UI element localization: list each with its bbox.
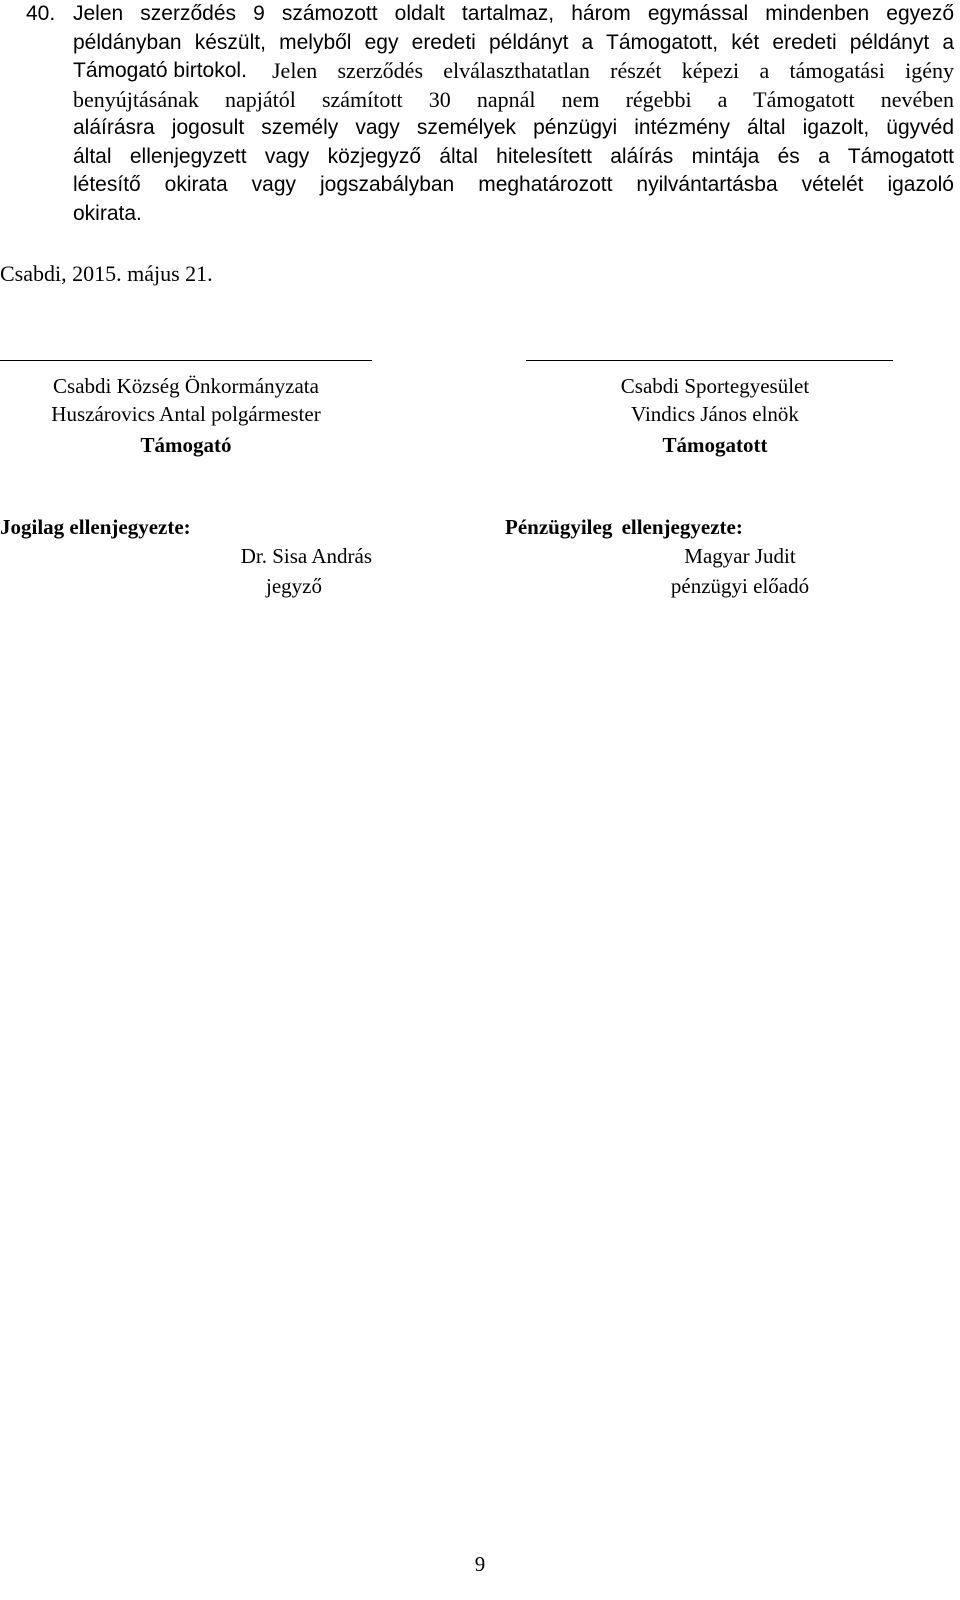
clause-line-6: által ellenjegyzett vagy közjegyző által hitelesített aláírás mintája és a Támogatott [73,145,954,168]
legal-countersigner [0,541,372,601]
financial-countersign-label: Pénzügyileg ellenjegyezte: [505,515,743,539]
signature-line-right [526,360,893,361]
beneficiary-signatory: Vindics János elnök [631,402,799,426]
clause-number: 40. [26,2,56,25]
clause-line-3b: Jelen szerződés elválaszthatatlan részét képezi a támogatási igény [272,58,954,83]
signature-block-beneficiary [526,372,904,462]
supporter-signatory: Huszárovics Antal polgármester [51,402,321,426]
legal-countersign-heading [0,512,191,542]
page-number: 9 [474,1552,486,1576]
supporter-organization: Csabdi Község Önkormányzata [53,374,319,398]
clause-line-7: létesítő okirata vagy jogszabályban meghatározott nyilvántartásba vételét igazoló [73,173,954,196]
place-date: Csabdi, 2015. május 21. [0,261,213,286]
financial-countersigner-title: pénzügyi előadó [670,574,810,598]
clause-line-2: példányban készült, melyből egy eredeti példányt a Támogatott, két eredeti példányt a [73,31,954,54]
signature-block-supporter [0,372,372,462]
financial-countersigner [640,541,840,601]
clause-line-1: Jelen szerződés 9 számozott oldalt tartalmaz, három egymással mindenben egyező [73,2,954,25]
clause-line-4: benyújtásának napjától számított 30 napnál nem régebbi a Támogatott nevében [73,87,954,112]
legal-countersign-label: Jogilag ellenjegyezte: [0,515,191,539]
financial-countersign-heading [505,512,743,542]
beneficiary-role: Támogatott [662,433,768,457]
clause-line-3a: Támogató birtokol. [73,59,247,82]
supporter-role: Támogató [140,433,232,457]
financial-countersigner-name: Magyar Judit [684,544,796,568]
legal-countersigner-name: Dr. Sisa András [240,544,372,568]
beneficiary-organization: Csabdi Sportegyesület [620,374,810,398]
signature-line-left [0,360,372,361]
legal-countersigner-title: jegyző [266,574,322,598]
clause-line-5: aláírásra jogosult személy vagy személyek pénzügyi intézmény által igazolt, ügyvéd [73,116,954,139]
clause-line-8: okirata. [73,202,142,225]
